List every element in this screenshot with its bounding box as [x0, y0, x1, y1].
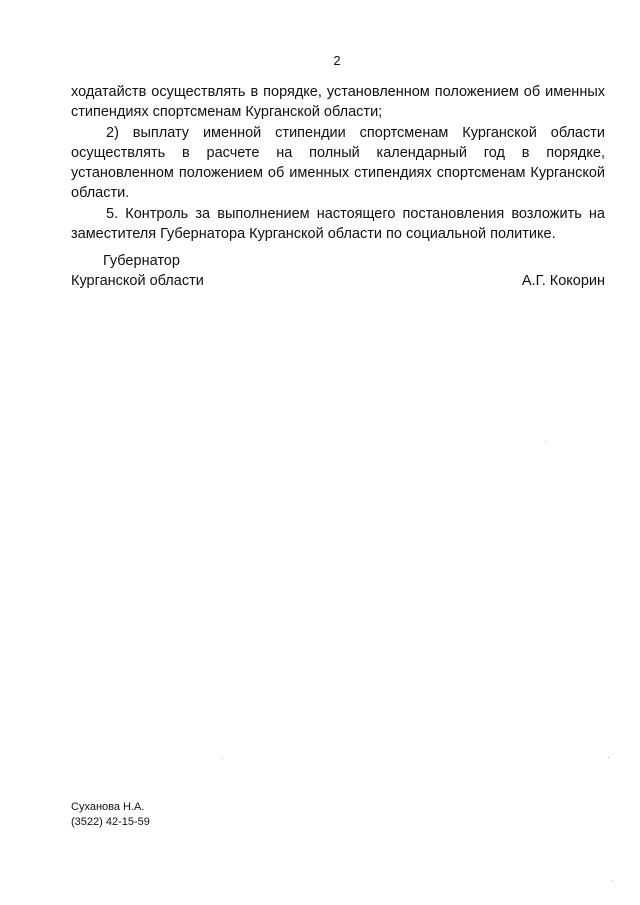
scan-speck	[545, 441, 546, 442]
signature-row	[71, 271, 605, 291]
executor-name: Суханова Н.А.	[71, 801, 145, 813]
scan-speck	[612, 880, 613, 881]
paragraph-item-5: 5. Контроль за выполнением настоящего постановления возложить на заместителя Губернатора Курганской области по социальной политике.	[71, 205, 605, 243]
signer-region: Курганской области	[71, 273, 204, 290]
paragraph-continuation: ходатайств осуществлять в порядке, установленном положением об именных стипендиях спортсменам Курганской области;	[71, 84, 605, 121]
paragraph-item-2: 2) выплату именной стипендии спортсменам Курганской области осуществлять в расчете на полный календарный год в порядке, установленном положением об именных стипендиях спортсменам Курганской области.	[71, 124, 605, 202]
scan-speck	[608, 757, 609, 758]
executor-phone: (3522) 42-15-59	[71, 816, 150, 828]
signature-block	[71, 251, 605, 292]
signer-name: А.Г. Кокорин	[521, 273, 605, 290]
signer-position: Губернатор	[103, 253, 180, 269]
document-body	[71, 82, 605, 244]
page-number: 2	[333, 53, 341, 68]
executor-info	[71, 800, 150, 830]
scan-speck	[222, 758, 223, 759]
